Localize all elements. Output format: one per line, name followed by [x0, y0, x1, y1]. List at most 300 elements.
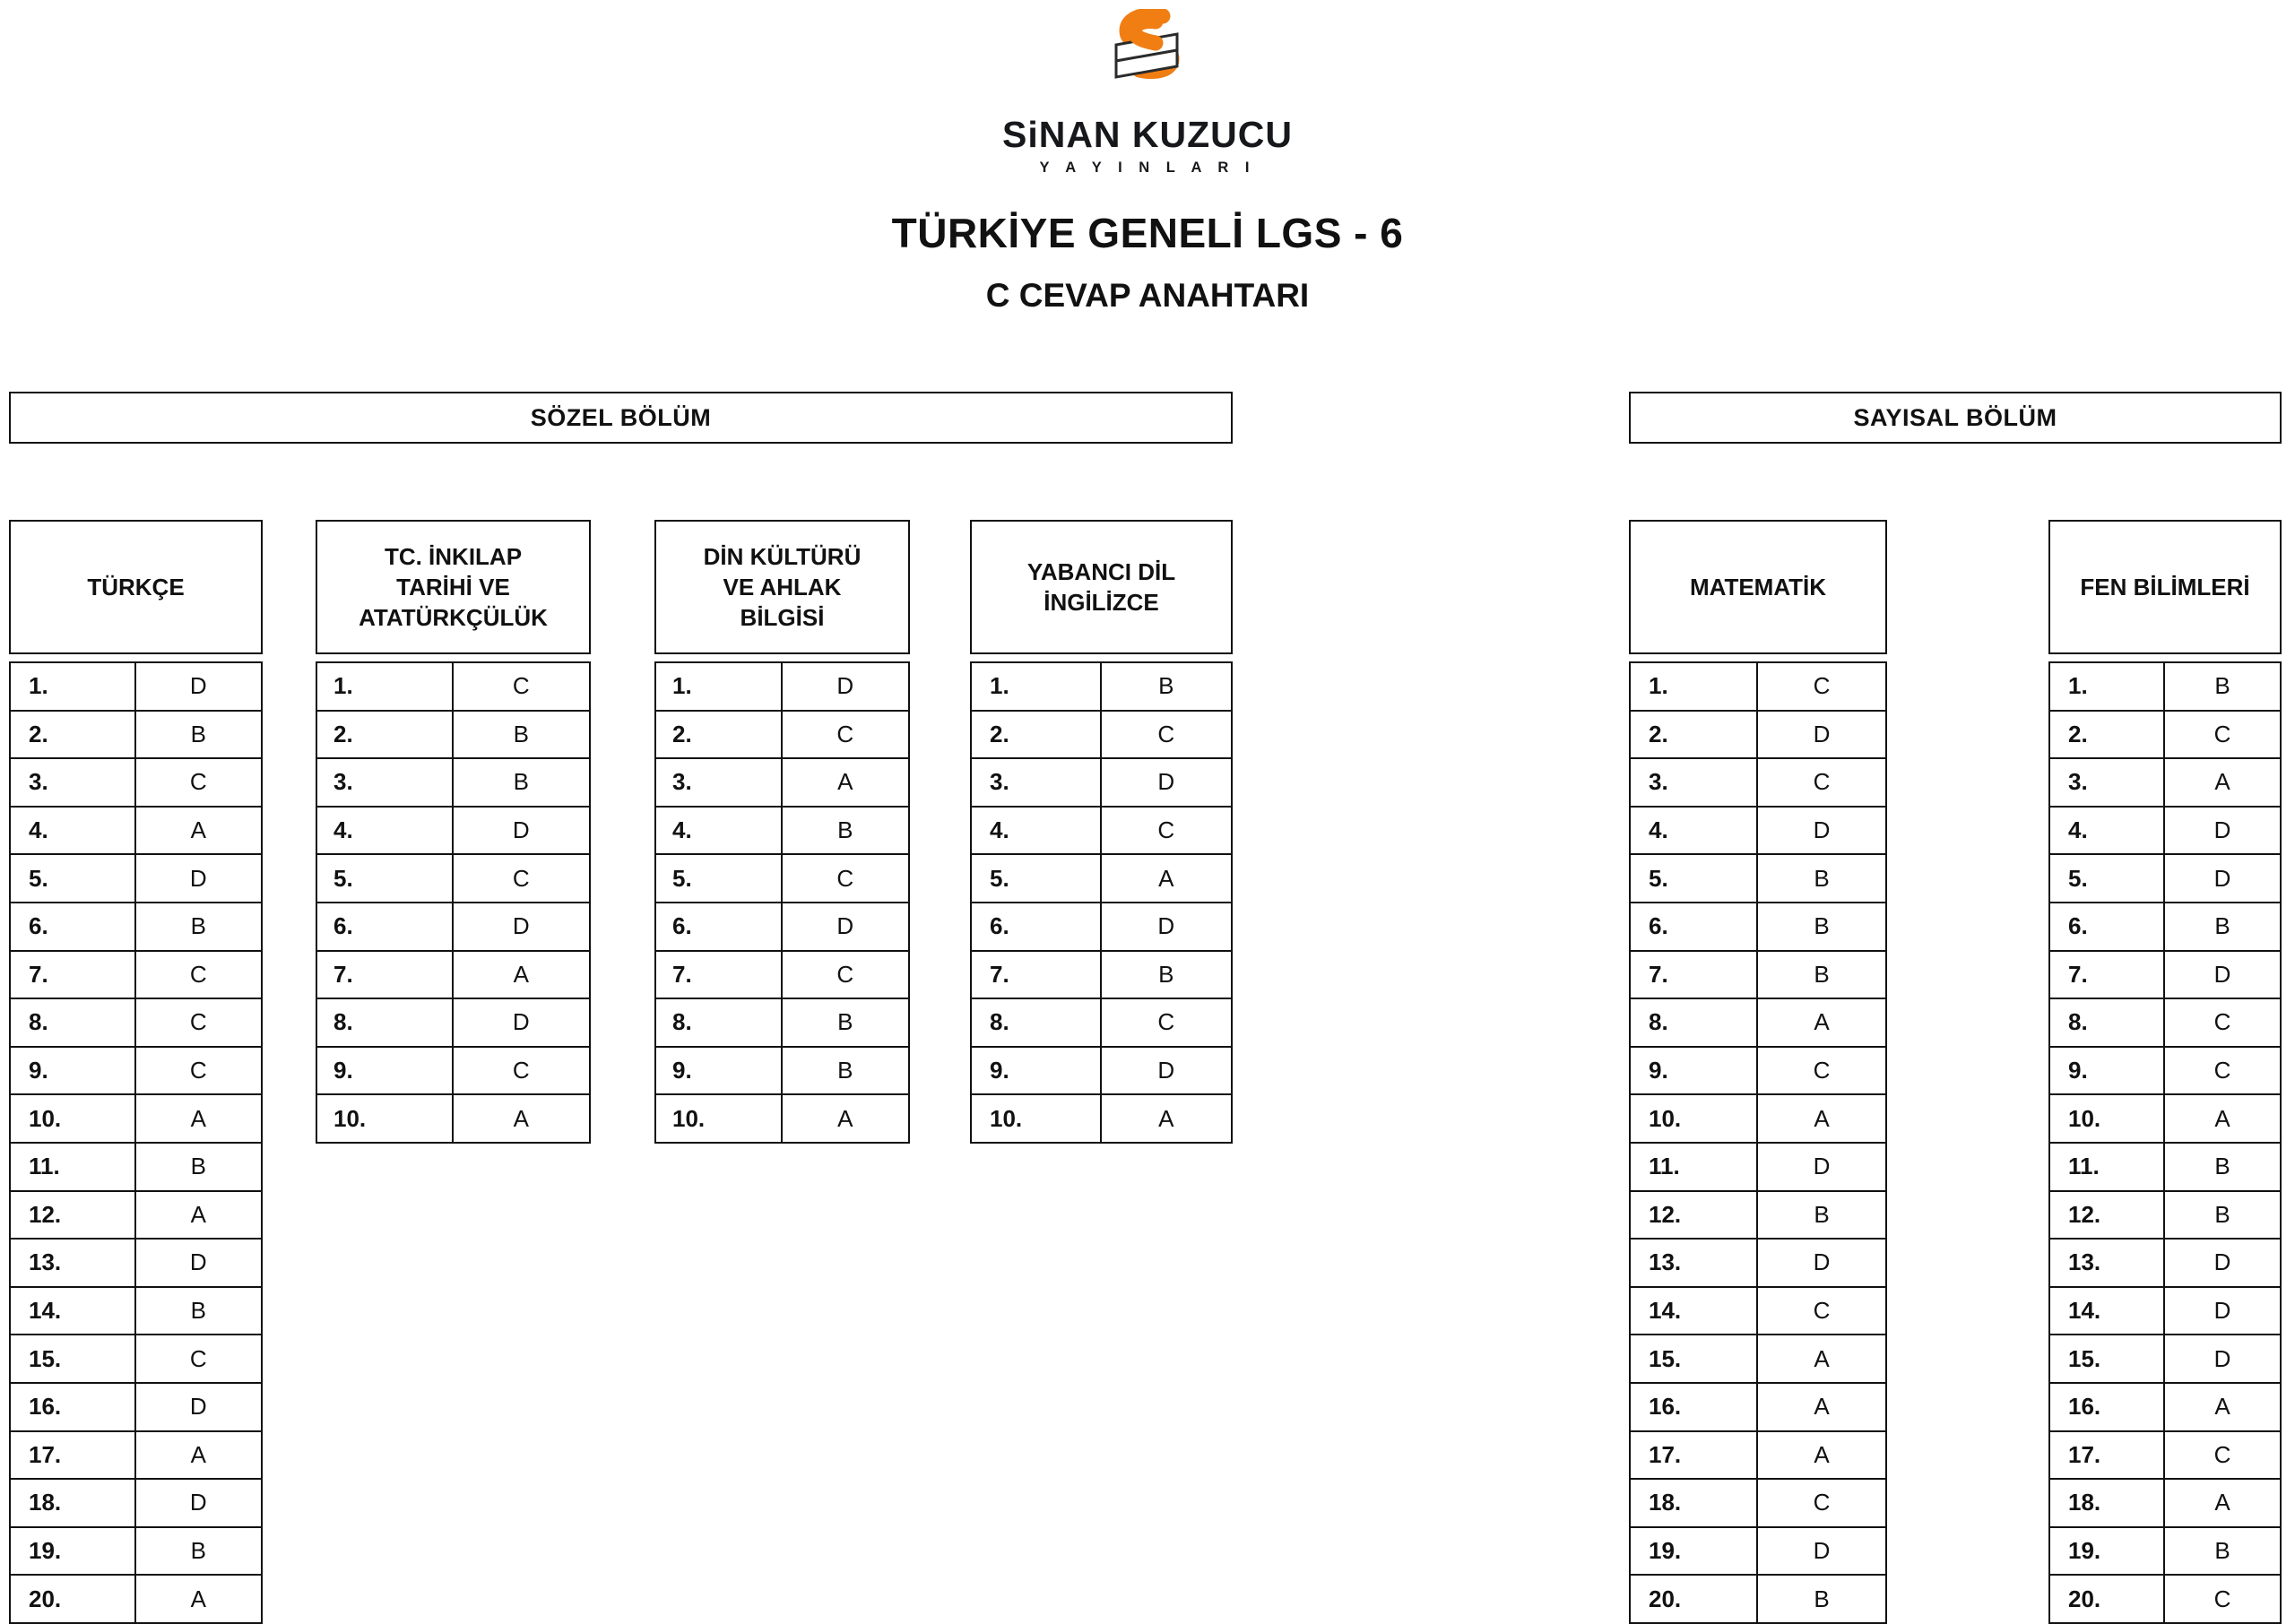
question-number: 10.	[1631, 1095, 1758, 1142]
column-header-matematik	[1629, 520, 1887, 654]
answer-letter: B	[2214, 1200, 2230, 1228]
answer-letter: A	[1814, 1008, 1830, 1036]
answer-letter: B	[2214, 1153, 2230, 1180]
answer-letter: D	[2213, 816, 2231, 844]
table-row	[656, 712, 908, 760]
question-number: 9.	[972, 1048, 1102, 1094]
question-number: 8.	[972, 999, 1102, 1046]
table-row	[2050, 663, 2280, 712]
question-number: 18.	[2050, 1480, 2165, 1526]
answer-letter: B	[190, 1536, 206, 1564]
table-row	[11, 759, 261, 808]
table-row	[2050, 1288, 2280, 1336]
answer-letter: B	[190, 912, 206, 940]
question-number: 5.	[317, 855, 454, 902]
question-number: 7.	[317, 952, 454, 998]
question-number: 8.	[317, 999, 454, 1046]
answer-letter: D	[1813, 1536, 1831, 1564]
question-number: 20.	[1631, 1576, 1758, 1622]
document-header	[0, 0, 2295, 315]
question-number: 4.	[2050, 808, 2165, 854]
question-number: 7.	[11, 952, 136, 998]
answer-letter: D	[1813, 1153, 1831, 1180]
answer-letter: D	[189, 672, 207, 700]
table-row	[1631, 1240, 1885, 1288]
column-header-turkce	[9, 520, 263, 654]
answer-letter: C	[2213, 1585, 2231, 1612]
answer-letter: D	[189, 1393, 207, 1421]
brand-name: SiNAN KUZUCU	[1001, 114, 1294, 155]
column-title-line: VE AHLAK	[723, 573, 842, 600]
question-number: 3.	[11, 759, 136, 806]
answer-letter: A	[837, 768, 853, 796]
answer-letter: D	[1813, 1248, 1831, 1276]
table-row	[1631, 952, 1885, 1000]
answer-letter: C	[836, 864, 854, 892]
answer-letter: A	[1814, 1104, 1830, 1132]
table-row	[2050, 1432, 2280, 1481]
question-number: 19.	[11, 1528, 136, 1575]
question-number: 9.	[1631, 1048, 1758, 1094]
answer-letter: C	[189, 768, 207, 796]
answer-letter: A	[513, 1104, 529, 1132]
answer-letter: A	[2214, 1489, 2230, 1516]
column-header-inkilap	[316, 520, 591, 654]
answer-letter: A	[1158, 864, 1174, 892]
table-row	[972, 952, 1231, 1000]
table-row	[11, 999, 261, 1048]
answer-letter: C	[2213, 1008, 2231, 1036]
question-number: 13.	[11, 1240, 136, 1286]
answer-letter: D	[2213, 1344, 2231, 1372]
answer-letter: B	[2214, 912, 2230, 940]
question-number: 7.	[1631, 952, 1758, 998]
question-number: 1.	[2050, 663, 2165, 710]
table-row	[317, 759, 589, 808]
answer-column-inkilap	[316, 520, 591, 1144]
answer-letter: C	[189, 1057, 207, 1084]
answer-table-matematik	[1629, 661, 1887, 1624]
question-number: 1.	[317, 663, 454, 710]
question-number: 16.	[11, 1384, 136, 1430]
question-number: 2.	[656, 712, 783, 758]
question-number: 4.	[317, 808, 454, 854]
question-number: 3.	[972, 759, 1102, 806]
table-row	[972, 663, 1231, 712]
question-number: 9.	[2050, 1048, 2165, 1094]
table-row	[317, 808, 589, 856]
table-row	[11, 855, 261, 903]
table-row	[317, 903, 589, 952]
table-row	[1631, 999, 1885, 1048]
answer-letter: B	[190, 720, 206, 747]
answer-letter: C	[836, 720, 854, 747]
table-row	[11, 1192, 261, 1240]
question-number: 4.	[972, 808, 1102, 854]
question-number: 2.	[11, 712, 136, 758]
section-header-verbal: SÖZEL BÖLÜM	[9, 392, 1233, 444]
answer-letter: D	[1157, 1057, 1175, 1084]
table-row	[1631, 855, 1885, 903]
question-number: 19.	[2050, 1528, 2165, 1575]
stacked-books-logo-icon	[1062, 9, 1233, 112]
answer-letter: C	[1157, 720, 1175, 747]
table-row	[656, 808, 908, 856]
table-row	[1631, 759, 1885, 808]
column-header-fen	[2048, 520, 2282, 654]
question-number: 5.	[1631, 855, 1758, 902]
answer-letter: B	[2214, 672, 2230, 700]
question-number: 7.	[656, 952, 783, 998]
answer-letter: C	[1157, 816, 1175, 844]
question-number: 15.	[2050, 1335, 2165, 1382]
answer-letter: D	[189, 864, 207, 892]
question-number: 6.	[1631, 903, 1758, 950]
table-row	[656, 663, 908, 712]
answer-letter: C	[1813, 1489, 1831, 1516]
question-number: 20.	[11, 1576, 136, 1622]
answer-letter: B	[837, 1008, 853, 1036]
table-row	[11, 1432, 261, 1481]
table-row	[972, 999, 1231, 1048]
answer-letter: C	[1157, 1008, 1175, 1036]
answer-letter: B	[2214, 1536, 2230, 1564]
answer-letter: C	[2213, 1057, 2231, 1084]
answer-letter: A	[2214, 1104, 2230, 1132]
table-row	[656, 1095, 908, 1144]
table-row	[972, 903, 1231, 952]
table-row	[972, 1048, 1231, 1096]
answer-letter: C	[512, 1057, 530, 1084]
answer-letter: A	[190, 1440, 206, 1468]
answer-letter: B	[1814, 1200, 1830, 1228]
table-row	[1631, 663, 1885, 712]
question-number: 10.	[11, 1095, 136, 1142]
table-row	[11, 1288, 261, 1336]
answer-letter: C	[189, 1008, 207, 1036]
table-row	[1631, 1480, 1885, 1528]
table-row	[2050, 1480, 2280, 1528]
question-number: 4.	[1631, 808, 1758, 854]
column-title-line: MATEMATİK	[1689, 573, 1827, 600]
question-number: 6.	[656, 903, 783, 950]
question-number: 12.	[2050, 1192, 2165, 1239]
column-title-line: TÜRKÇE	[87, 573, 185, 600]
table-row	[1631, 712, 1885, 760]
column-title-line: BİLGİSİ	[740, 604, 825, 632]
table-row	[2050, 1576, 2280, 1624]
question-number: 11.	[11, 1144, 136, 1190]
table-row	[11, 808, 261, 856]
table-row	[656, 952, 908, 1000]
question-number: 1.	[1631, 663, 1758, 710]
question-number: 3.	[317, 759, 454, 806]
answer-letter: B	[1814, 912, 1830, 940]
answer-letter: D	[1157, 912, 1175, 940]
table-row	[317, 712, 589, 760]
answer-column-din	[654, 520, 910, 1144]
answer-letter: C	[189, 1344, 207, 1372]
question-number: 14.	[11, 1288, 136, 1335]
answer-column-ingilizce	[970, 520, 1233, 1144]
table-row	[1631, 808, 1885, 856]
table-row	[1631, 1192, 1885, 1240]
answer-column-matematik	[1629, 520, 1887, 1624]
table-row	[1631, 1576, 1885, 1624]
column-title-line: YABANCI DİL	[1026, 557, 1176, 585]
question-number: 13.	[2050, 1240, 2165, 1286]
answer-letter: C	[512, 672, 530, 700]
answer-letter: C	[1813, 1297, 1831, 1325]
question-number: 17.	[1631, 1432, 1758, 1479]
question-number: 17.	[2050, 1432, 2165, 1479]
question-number: 6.	[317, 903, 454, 950]
table-row	[1631, 1288, 1885, 1336]
column-title-line: TARİHİ VE	[396, 573, 510, 600]
question-number: 2.	[972, 712, 1102, 758]
table-row	[11, 1144, 261, 1192]
column-title-line: TC. İNKILAP	[384, 542, 523, 570]
brand-tagline: Y A Y I N L A R I	[1039, 160, 1256, 176]
table-row	[317, 999, 589, 1048]
answer-letter: B	[190, 1153, 206, 1180]
question-number: 18.	[1631, 1480, 1758, 1526]
table-row	[1631, 903, 1885, 952]
answer-column-turkce	[9, 520, 263, 1624]
answer-letter: C	[2213, 1440, 2231, 1468]
answer-letter: A	[1814, 1344, 1830, 1372]
table-row	[1631, 1432, 1885, 1481]
table-row	[2050, 1192, 2280, 1240]
table-row	[11, 1576, 261, 1624]
answer-letter: D	[512, 912, 530, 940]
table-row	[1631, 1528, 1885, 1576]
question-number: 19.	[1631, 1528, 1758, 1575]
question-number: 12.	[1631, 1192, 1758, 1239]
question-number: 10.	[972, 1095, 1102, 1142]
answer-letter: D	[512, 816, 530, 844]
answer-letter: A	[190, 816, 206, 844]
answer-letter: D	[1157, 768, 1175, 796]
table-row	[11, 903, 261, 952]
table-row	[11, 1480, 261, 1528]
question-number: 15.	[11, 1335, 136, 1382]
table-row	[2050, 1240, 2280, 1288]
question-number: 16.	[2050, 1384, 2165, 1430]
question-number: 10.	[2050, 1095, 2165, 1142]
table-row	[2050, 1384, 2280, 1432]
table-row	[972, 855, 1231, 903]
table-row	[656, 759, 908, 808]
answer-letter: B	[837, 816, 853, 844]
answer-letter: A	[837, 1104, 853, 1132]
table-row	[1631, 1144, 1885, 1192]
answer-letter: A	[190, 1585, 206, 1612]
table-row	[1631, 1048, 1885, 1096]
table-row	[972, 808, 1231, 856]
table-row	[2050, 1144, 2280, 1192]
question-number: 5.	[2050, 855, 2165, 902]
table-row	[317, 1095, 589, 1144]
table-row	[11, 663, 261, 712]
table-row	[972, 759, 1231, 808]
question-number: 2.	[317, 712, 454, 758]
brand-logo	[0, 9, 2295, 177]
table-row	[972, 712, 1231, 760]
question-number: 4.	[11, 808, 136, 854]
answer-letter: D	[2213, 1248, 2231, 1276]
column-title-line: DİN KÜLTÜRÜ	[703, 542, 862, 570]
question-number: 9.	[11, 1048, 136, 1094]
table-row	[317, 855, 589, 903]
table-row	[11, 1335, 261, 1384]
table-row	[317, 1048, 589, 1096]
answer-letter: B	[1814, 864, 1830, 892]
answer-letter: B	[1814, 960, 1830, 988]
table-row	[11, 952, 261, 1000]
question-number: 11.	[1631, 1144, 1758, 1190]
table-row	[2050, 1048, 2280, 1096]
question-number: 5.	[972, 855, 1102, 902]
question-number: 6.	[2050, 903, 2165, 950]
answer-letter: C	[512, 864, 530, 892]
table-row	[972, 1095, 1231, 1144]
table-row	[656, 1048, 908, 1096]
table-row	[11, 1384, 261, 1432]
answer-letter: D	[1813, 720, 1831, 747]
question-number: 2.	[2050, 712, 2165, 758]
page-title: TÜRKİYE GENELİ LGS - 6	[891, 210, 1404, 256]
table-row	[2050, 1528, 2280, 1576]
answer-letter: B	[1158, 960, 1174, 988]
answer-letter: B	[1814, 1585, 1830, 1612]
question-number: 1.	[972, 663, 1102, 710]
table-row	[656, 855, 908, 903]
table-row	[317, 952, 589, 1000]
column-title-line: İNGİLİZCE	[1044, 589, 1159, 616]
table-row	[2050, 1335, 2280, 1384]
table-row	[11, 1048, 261, 1096]
column-header-ingilizce	[970, 520, 1233, 654]
table-row	[1631, 1335, 1885, 1384]
answer-table-fen	[2048, 661, 2282, 1624]
question-number: 3.	[1631, 759, 1758, 806]
question-number: 15.	[1631, 1335, 1758, 1382]
question-number: 17.	[11, 1432, 136, 1479]
table-row	[656, 999, 908, 1048]
column-title-line: ATATÜRKÇÜLÜK	[359, 604, 548, 632]
question-number: 8.	[656, 999, 783, 1046]
answer-letter: A	[2214, 1393, 2230, 1421]
question-number: 4.	[656, 808, 783, 854]
question-number: 5.	[11, 855, 136, 902]
table-row	[11, 1240, 261, 1288]
answer-letter: A	[2214, 768, 2230, 796]
question-number: 7.	[972, 952, 1102, 998]
table-row	[2050, 759, 2280, 808]
answer-letter: D	[836, 912, 854, 940]
question-number: 13.	[1631, 1240, 1758, 1286]
answer-letter: A	[190, 1104, 206, 1132]
section-header-numeric: SAYISAL BÖLÜM	[1629, 392, 2282, 444]
answer-table-inkilap	[316, 661, 591, 1144]
table-row	[656, 903, 908, 952]
question-number: 14.	[1631, 1288, 1758, 1335]
table-row	[2050, 808, 2280, 856]
table-row	[2050, 999, 2280, 1048]
answer-letter: C	[189, 960, 207, 988]
answer-letter: B	[190, 1297, 206, 1325]
table-row	[2050, 952, 2280, 1000]
question-number: 20.	[2050, 1576, 2165, 1622]
question-number: 11.	[2050, 1144, 2165, 1190]
question-number: 8.	[11, 999, 136, 1046]
table-row	[11, 1528, 261, 1576]
question-number: 6.	[11, 903, 136, 950]
table-row	[2050, 855, 2280, 903]
answer-letter: C	[1813, 768, 1831, 796]
answer-letter: D	[836, 672, 854, 700]
question-number: 14.	[2050, 1288, 2165, 1335]
table-row	[2050, 712, 2280, 760]
question-number: 7.	[2050, 952, 2165, 998]
answer-letter: C	[1813, 1057, 1831, 1084]
answer-column-fen	[2048, 520, 2282, 1624]
table-row	[2050, 903, 2280, 952]
answer-letter: B	[513, 720, 529, 747]
answer-letter: D	[2213, 960, 2231, 988]
question-number: 10.	[317, 1095, 454, 1142]
answer-letter: A	[1814, 1393, 1830, 1421]
table-row	[1631, 1384, 1885, 1432]
answer-table-ingilizce	[970, 661, 1233, 1144]
answer-letter: D	[1813, 816, 1831, 844]
table-row	[317, 663, 589, 712]
question-number: 8.	[1631, 999, 1758, 1046]
answer-letter: C	[1813, 672, 1831, 700]
answer-letter: B	[1158, 672, 1174, 700]
table-row	[2050, 1095, 2280, 1144]
answer-letter: B	[513, 768, 529, 796]
answer-letter: A	[1158, 1104, 1174, 1132]
table-row	[11, 712, 261, 760]
answer-table-din	[654, 661, 910, 1144]
table-row	[1631, 1095, 1885, 1144]
question-number: 8.	[2050, 999, 2165, 1046]
page-subtitle: C CEVAP ANAHTARI	[985, 277, 1310, 314]
answer-letter: D	[512, 1008, 530, 1036]
answer-letter: C	[2213, 720, 2231, 747]
question-number: 16.	[1631, 1384, 1758, 1430]
question-number: 6.	[972, 903, 1102, 950]
answer-letter: A	[513, 960, 529, 988]
answer-letter: A	[1814, 1440, 1830, 1468]
question-number: 18.	[11, 1480, 136, 1526]
answer-letter: D	[2213, 1297, 2231, 1325]
question-number: 1.	[11, 663, 136, 710]
answer-letter: B	[837, 1057, 853, 1084]
section-bars	[0, 392, 2295, 447]
question-number: 3.	[2050, 759, 2165, 806]
question-number: 1.	[656, 663, 783, 710]
answer-letter: C	[836, 960, 854, 988]
table-row	[11, 1095, 261, 1144]
answer-letter: D	[189, 1248, 207, 1276]
question-number: 2.	[1631, 712, 1758, 758]
question-number: 3.	[656, 759, 783, 806]
question-number: 9.	[317, 1048, 454, 1094]
column-title-line: FEN BİLİMLERİ	[2080, 573, 2250, 600]
